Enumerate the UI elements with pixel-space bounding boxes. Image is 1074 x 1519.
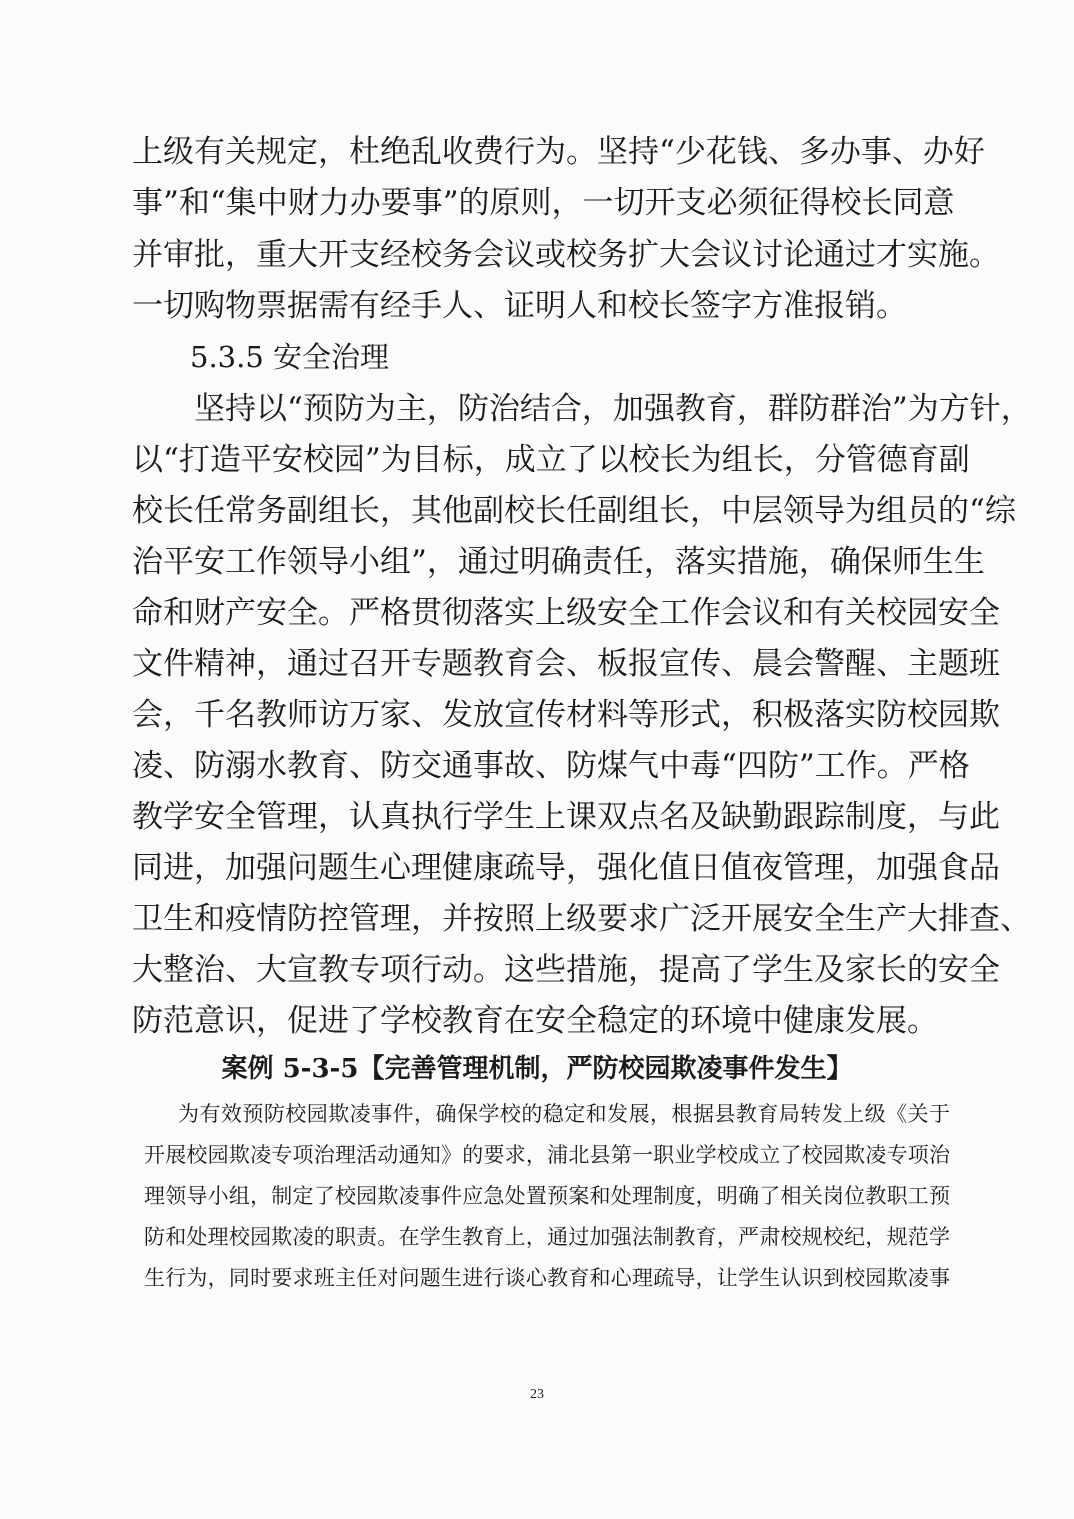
page-number: 23 xyxy=(530,1387,544,1402)
paragraph2-line-12: 大整治、大宣教专项行动。这些措施，提高了学生及家长的安全 xyxy=(132,952,1000,988)
case-paragraph-line-4: 防和处理校园欺凌的职责。在学生教育上，通过加强法制教育，严肃校规校纪，规范学 xyxy=(144,1225,950,1249)
paragraph2-line-13: 防范意识，促进了学校教育在安全稳定的环境中健康发展。 xyxy=(132,1003,938,1039)
paragraph1-line-4: 一切购物票据需有经手人、证明人和校长签字方准报销。 xyxy=(132,288,907,324)
paragraph2-line-6: 文件精神，通过召开专题教育会、板报宣传、晨会警醒、主题班 xyxy=(132,646,1000,682)
paragraph2-line-7: 会，千名教师访万家、发放宣传材料等形式，积极落实防校园欺 xyxy=(132,697,1000,733)
paragraph2-line-5: 命和财产安全。严格贯彻落实上级安全工作会议和有关校园安全 xyxy=(132,595,1000,631)
paragraph1-line-1: 上级有关规定，杜绝乱收费行为。坚持“少花钱、多办事、办好 xyxy=(132,134,985,170)
paragraph1-line-3: 并审批，重大开支经校务会议或校务扩大会议讨论通过才实施。 xyxy=(132,237,1000,273)
paragraph1-line-2: 事”和“集中财力办要事”的原则，一切开支必须征得校长同意 xyxy=(132,185,955,221)
case-title: 案例 5-3-5【完善管理机制，严防校园欺凌事件发生】 xyxy=(221,1054,853,1084)
paragraph2-line-4: 治平安工作领导小组”，通过明确责任，落实措施，确保师生生 xyxy=(132,544,985,580)
section-heading: 5.3.5 安全治理 xyxy=(190,340,390,374)
case-paragraph-line-3: 理领导小组，制定了校园欺凌事件应急处置预案和处理制度，明确了相关岗位教职工预 xyxy=(144,1184,950,1208)
case-paragraph-line-5: 生行为，同时要求班主任对问题生进行谈心教育和心理疏导，让学生认识到校园欺凌事 xyxy=(144,1266,950,1290)
case-paragraph-line-1: 为有效预防校园欺凌事件，确保学校的稳定和发展，根据县教育局转发上级《关于 xyxy=(178,1102,950,1126)
paragraph2-line-9: 教学安全管理，认真执行学生上课双点名及缺勤跟踪制度，与此 xyxy=(132,799,1000,835)
paragraph2-line-3: 校长任常务副组长，其他副校长任副组长，中层领导为组员的“综 xyxy=(132,493,1016,529)
paragraph2-line-11: 卫生和疫情防控管理，并按照上级要求广泛开展安全生产大排查、 xyxy=(132,901,1031,937)
case-paragraph-line-2: 开展校园欺凌专项治理活动通知》的要求，浦北县第一职业学校成立了校园欺凌专项治 xyxy=(144,1143,950,1167)
paragraph2-line-10: 同进，加强问题生心理健康疏导，强化值日值夜管理，加强食品 xyxy=(132,850,1000,886)
paragraph2-line-1: 坚持以“预防为主，防治结合，加强教育，群防群治”为方针， xyxy=(194,391,1032,427)
paragraph2-line-8: 凌、防溺水教育、防交通事故、防煤气中毒“四防”工作。严格 xyxy=(132,748,970,784)
paragraph2-line-2: 以“打造平安校园”为目标，成立了以校长为组长，分管德育副 xyxy=(132,442,970,478)
